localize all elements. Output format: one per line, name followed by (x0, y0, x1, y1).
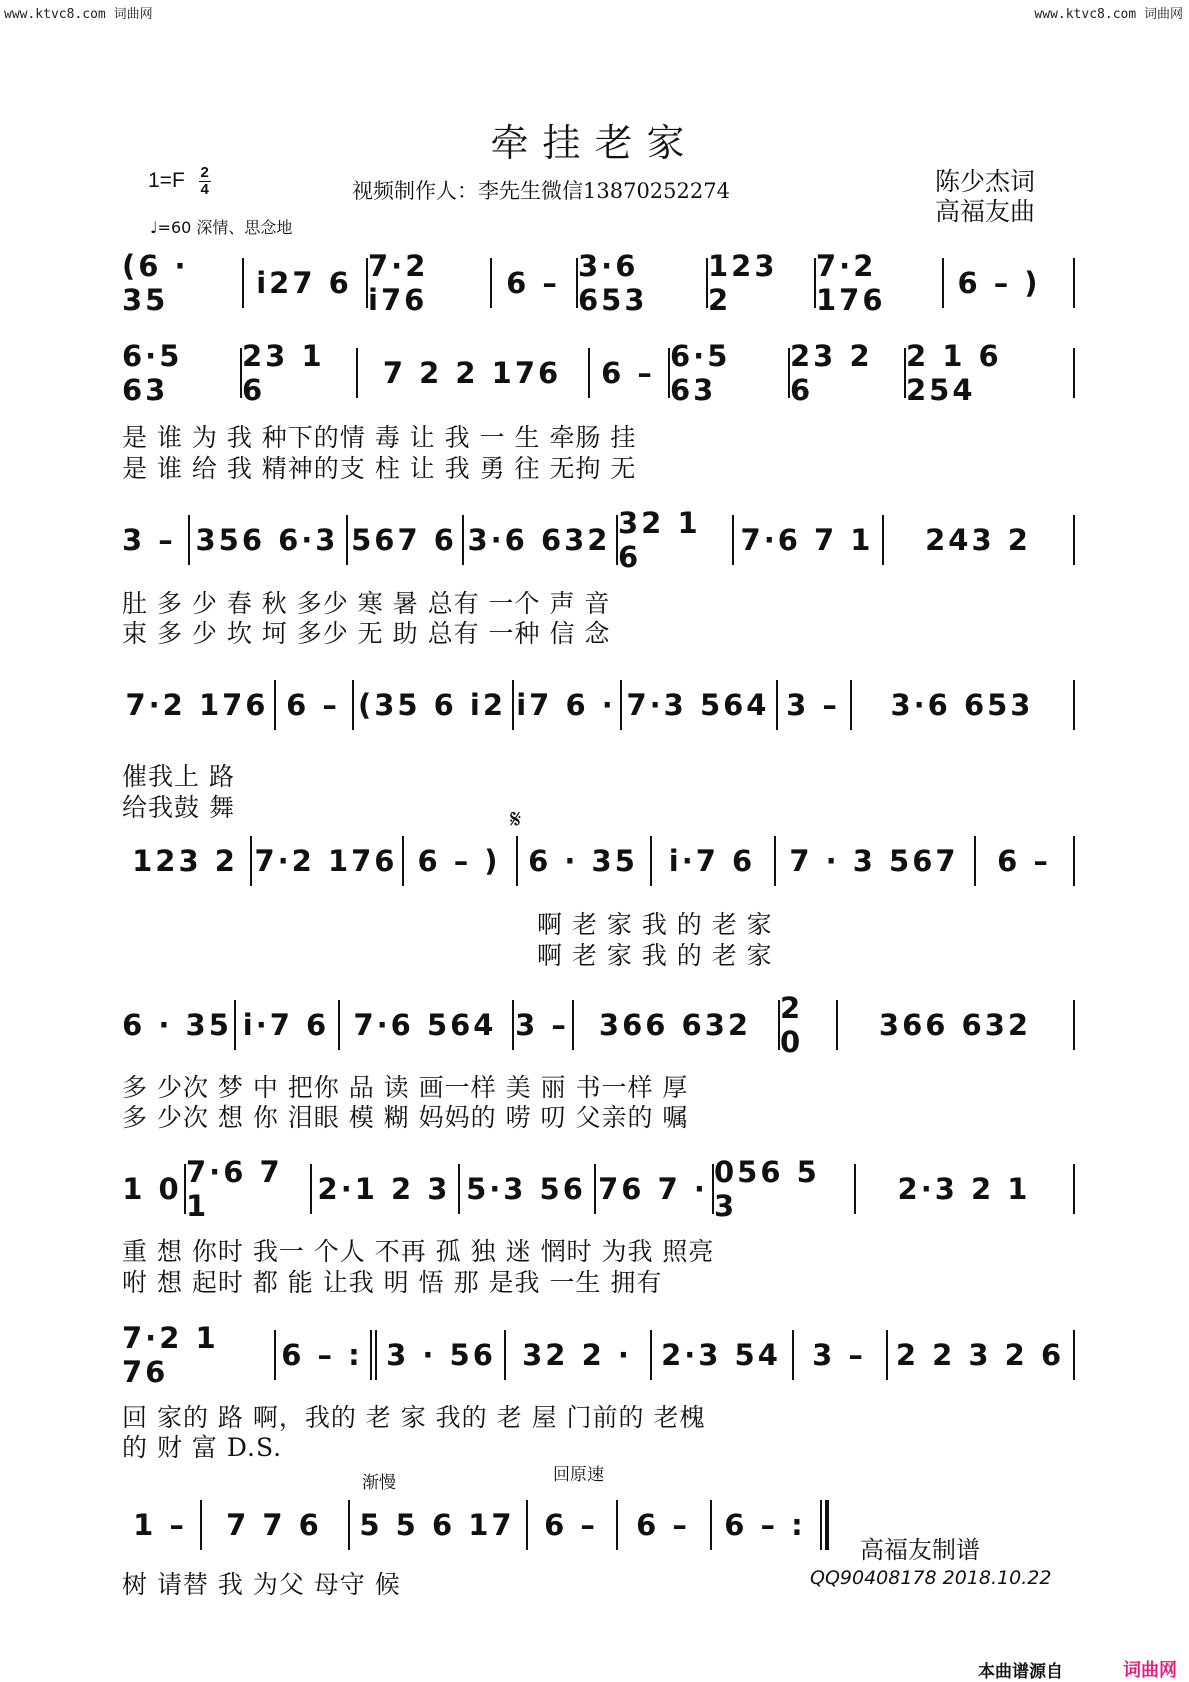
segno-mark: 𝄋 (510, 805, 522, 835)
score-row (122, 680, 1075, 730)
measure: 3 – (122, 523, 176, 557)
watermark-right: www.ktvc8.com 词曲网 (1034, 7, 1183, 22)
measure: 6 – (601, 356, 655, 390)
measure: 366 632 (598, 1008, 752, 1042)
lyric-line-1: 回 家的 路 啊，我的 老 家 我的 老 屋 门前的 老槐 (122, 1403, 706, 1432)
measure: 6·5 63 (670, 339, 731, 407)
measure: 123 2 (132, 844, 238, 878)
brand-logo: 词曲网 (1123, 1660, 1177, 1681)
lyric-line-2: 是 谁 给 我 精神的支 柱 让 我 勇 往 无拘 无 (122, 454, 637, 483)
measure: 3 – (812, 1338, 866, 1372)
measure: 7·2 i76 (368, 249, 429, 317)
score-row (122, 1155, 1075, 1223)
score-row (122, 1321, 1075, 1389)
measure: 6 – (997, 844, 1051, 878)
measure: 1 0 (122, 1172, 182, 1206)
measure: 2·3 2 1 (897, 1172, 1031, 1206)
measure: 7·6 564 (353, 1008, 497, 1042)
lyric-line-1: 肚 多 少 春 秋 多少 寒 暑 总有 一个 声 音 (122, 589, 611, 618)
measure: 32 1 6 (618, 506, 701, 574)
score-row (122, 1500, 828, 1550)
tempo-marking: ♩=60 深情、思念地 (150, 218, 293, 237)
lyricist-credit: 陈少杰词 (935, 167, 1036, 196)
key-label: 1=F (148, 169, 185, 193)
lyric-line-2: 啊 老 家 我 的 老 家 (537, 941, 773, 970)
measure: 6 – : (281, 1338, 363, 1372)
measure: 6 · 35 (122, 1008, 232, 1042)
measure: 6 – (506, 266, 560, 300)
measure: 23 2 6 (790, 339, 873, 407)
arranger-credit: 高福友制谱 (860, 1536, 980, 1564)
lyric-line-2: 给我鼓 舞 (122, 793, 235, 822)
measure: 243 2 (925, 523, 1031, 557)
measure: 3 – (515, 1008, 569, 1042)
measure: 7·2 1 76 (122, 1321, 219, 1389)
lyric-line-2: 咐 想 起时 都 能 让我 明 悟 那 是我 一生 拥有 (122, 1268, 663, 1297)
measure: 7·2 176 (125, 688, 269, 722)
measure: (35 6 i2 (357, 688, 507, 722)
measure: 056 5 3 (714, 1155, 820, 1223)
measure: 6·5 63 (122, 339, 183, 407)
measure: 2 1 6 254 (906, 339, 1002, 407)
measure: 7 · 3 567 (789, 844, 959, 878)
measure: 3·6 653 (890, 688, 1034, 722)
time-signature (199, 165, 211, 198)
measure: 7·6 7 1 (186, 1155, 283, 1223)
lyric-line-1: 重 想 你时 我一 个人 不再 孤 独 迷 惘时 为我 照亮 (122, 1237, 715, 1266)
measure: 2 0 (780, 991, 804, 1059)
score-row (122, 249, 1075, 317)
lyric-line-2: 多 少次 想 你 泪眼 模 糊 妈妈的 唠 叨 父亲的 嘱 (122, 1103, 689, 1132)
measure: (6 · 35 (122, 249, 189, 317)
measure: 3·6 632 (467, 523, 611, 557)
measure: 23 1 6 (242, 339, 325, 407)
lyric-line-1: 多 少次 梦 中 把你 品 读 画一样 美 丽 书一样 厚 (122, 1073, 689, 1102)
lyric-line-1: 催我上 路 (122, 762, 235, 791)
measure: 123 2 (708, 249, 778, 317)
lyric-line-2: 束 多 少 坎 坷 多少 无 助 总有 一种 信 念 (122, 619, 611, 648)
source-label: 本曲谱源自 (978, 1662, 1063, 1682)
composer-credit: 高福友曲 (935, 197, 1036, 226)
measure: 5 5 6 17 (359, 1508, 515, 1542)
time-bottom: 4 (200, 181, 209, 198)
measure: 7 7 6 (226, 1508, 322, 1542)
measure: 6 · 35 (528, 844, 638, 878)
measure: 5·3 56 (466, 1172, 586, 1206)
measure: i·7 6 (242, 1008, 330, 1042)
measure: i27 6 (256, 266, 352, 300)
score-row (122, 339, 1075, 407)
contact-info: QQ90408178 2018.10.22 (810, 1567, 1052, 1589)
measure: 1 – (133, 1508, 187, 1542)
measure: 6 – ) (957, 266, 1041, 300)
measure: 567 6 (351, 523, 457, 557)
measure: 6 – (636, 1508, 690, 1542)
slow-marking: 渐慢 (362, 1473, 396, 1493)
lyric-line-1: 啊 老 家 我 的 老 家 (537, 910, 773, 939)
measure: 7·3 564 (626, 688, 770, 722)
resume-tempo-marking: 回原速 (553, 1465, 604, 1485)
measure: 356 6·3 (195, 523, 339, 557)
measure: 7 2 2 176 (382, 356, 562, 390)
key-signature (148, 165, 211, 198)
time-top: 2 (200, 164, 209, 181)
measure: 7·2 176 (816, 249, 886, 317)
score-row (122, 506, 1075, 574)
measure: 2·3 54 (661, 1338, 781, 1372)
measure: 7·6 7 1 (740, 523, 874, 557)
producer-credit: 视频制作人：李先生微信13870252274 (352, 179, 730, 203)
measure: 2 2 3 2 6 (895, 1338, 1065, 1372)
measure: 6 – (286, 688, 340, 722)
measure: i7 6 · (516, 688, 616, 722)
measure: 3 · 56 (386, 1338, 496, 1372)
measure: 6 – (544, 1508, 598, 1542)
measure: 3·6 653 (578, 249, 648, 317)
measure: 366 632 (878, 1008, 1032, 1042)
lyric-line-2: 的 财 富 D.S. (122, 1433, 283, 1462)
score-row (122, 991, 1075, 1059)
song-title: 牵挂老家 (490, 121, 699, 165)
watermark-left: www.ktvc8.com 词曲网 (4, 7, 153, 22)
measure: 76 7 · (598, 1172, 708, 1206)
measure: 6 – ) (417, 844, 501, 878)
measure: 6 – : (724, 1508, 806, 1542)
measure: 2·1 2 3 (317, 1172, 451, 1206)
lyric-line-1: 是 谁 为 我 种下的情 毒 让 我 一 生 牵肠 挂 (122, 423, 637, 452)
score-row (122, 836, 1075, 886)
measure: 3 – (786, 688, 840, 722)
measure: i·7 6 (668, 844, 756, 878)
measure: 32 2 · (522, 1338, 632, 1372)
measure: 7·2 176 (254, 844, 398, 878)
lyric-line-1: 树 请替 我 为父 母守 候 (122, 1570, 401, 1599)
